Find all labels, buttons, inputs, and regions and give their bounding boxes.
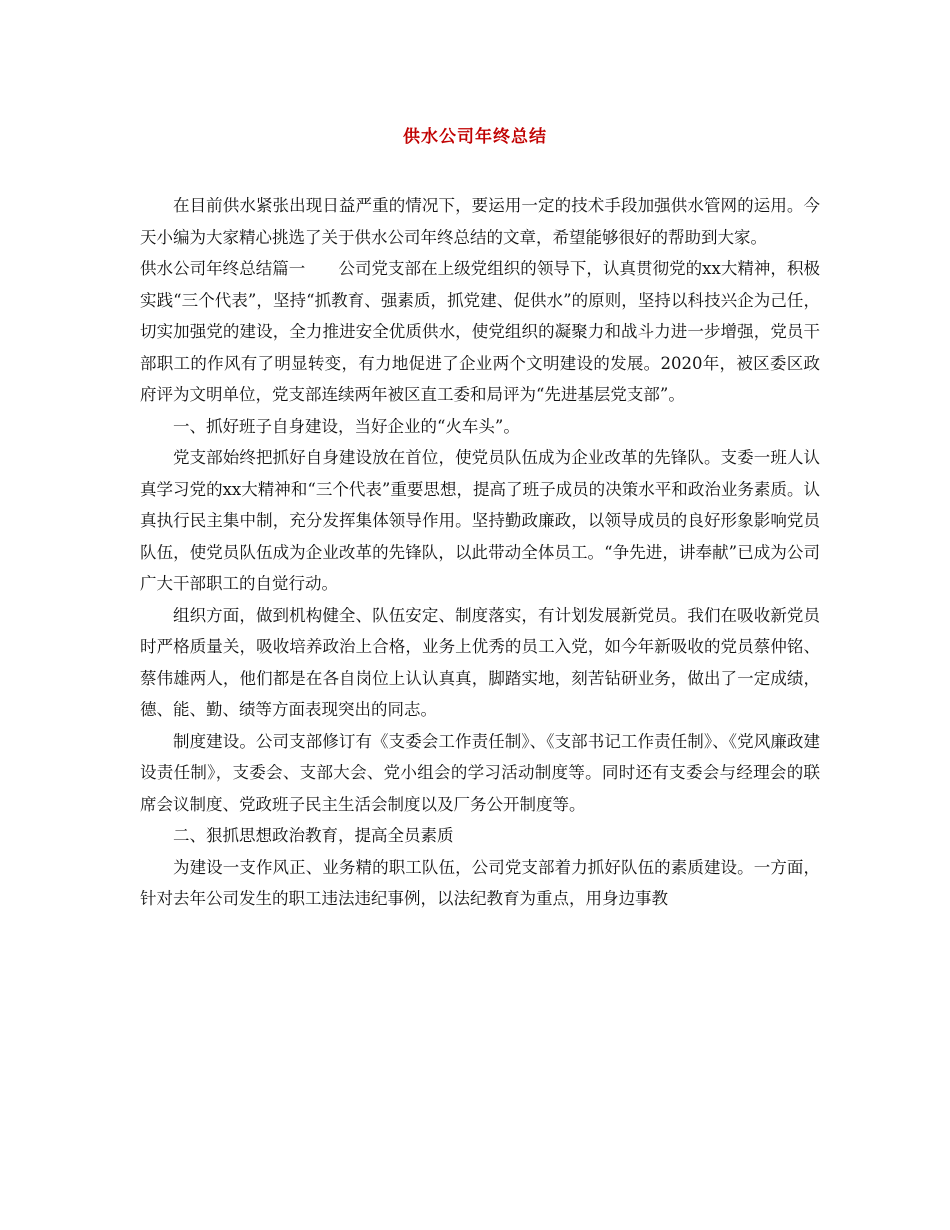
section-heading-2: 二、狠抓思想政治教育，提高全员素质 [173,826,454,845]
document-body [140,190,820,915]
document-title: 供水公司年终总结 [403,127,547,147]
paragraph-leadership: 党支部始终把抓好自身建设放在首位，使党员队伍成为企业改革的先锋队。支委一班人认真学习党的xx大精神和“三个代表”重要思想，提高了班子成员的决策水平和政治业务素质。认真执行民主集中制，充分发挥集体领导作用。坚持勤政廉政，以领导成员的良好形象影响党员队伍，使党员队伍成为企业改革的先锋队，以此带动全体员工。“争先进，讲奉献”已成为公司广大干部职工的自觉行动。 [140,448,820,593]
paragraph-article-one: 供水公司年终总结篇一 公司党支部在上级党组织的领导下，认真贯彻党的xx大精神，积极实践“三个代表”，坚持“抓教育、强素质，抓党建、促供水”的原则，坚持以科技兴企为己任，切实加强党的建设，全力推进安全优质供水，使党组织的凝聚力和战斗力进一步增强，党员干部职工的作风有了明显转变，有力地促进了企业两个文明建设的发展。2020年，被区委区政府评为文明单位，党支部连续两年被区直工委和局评为“先进基层党支部”。 [140,259,820,404]
paragraph-organization: 组织方面，做到机构健全、队伍安定、制度落实，有计划发展新党员。我们在吸收新党员时严格质量关，吸收培养政治上合格，业务上优秀的员工入党，如今年新吸收的党员蔡仲铭、蔡伟雄两人，他们都是在各自岗位上认认真真，脚踏实地，刻苦钻研业务，做出了一定成绩，德、能、勤、绩等方面表现突出的同志。 [140,605,820,719]
section-heading-1: 一、抓好班子自身建设，当好企业的“火车头”。 [173,416,520,436]
paragraph-systems: 制度建设。公司支部修订有《支委会工作责任制》、《支部书记工作责任制》、《党风廉政建设责任制》，支委会、支部大会、党小组会的学习活动制度等。同时还有支委会与经理会的联席会议制度、党政班子民主生活会制度以及厂务公开制度等。 [140,731,820,814]
paragraph-intro: 在目前供水紧张出现日益严重的情况下，要运用一定的技术手段加强供水管网的运用。今天小编为大家精心挑选了关于供水公司年终总结的文章，希望能够很好的帮助到大家。 [140,196,820,247]
paragraph-education: 为建设一支作风正、业务精的职工队伍，公司党支部着力抓好队伍的素质建设。一方面，针对去年公司发生的职工违法违纪事例，以法纪教育为重点，用身边事教 [140,857,820,908]
